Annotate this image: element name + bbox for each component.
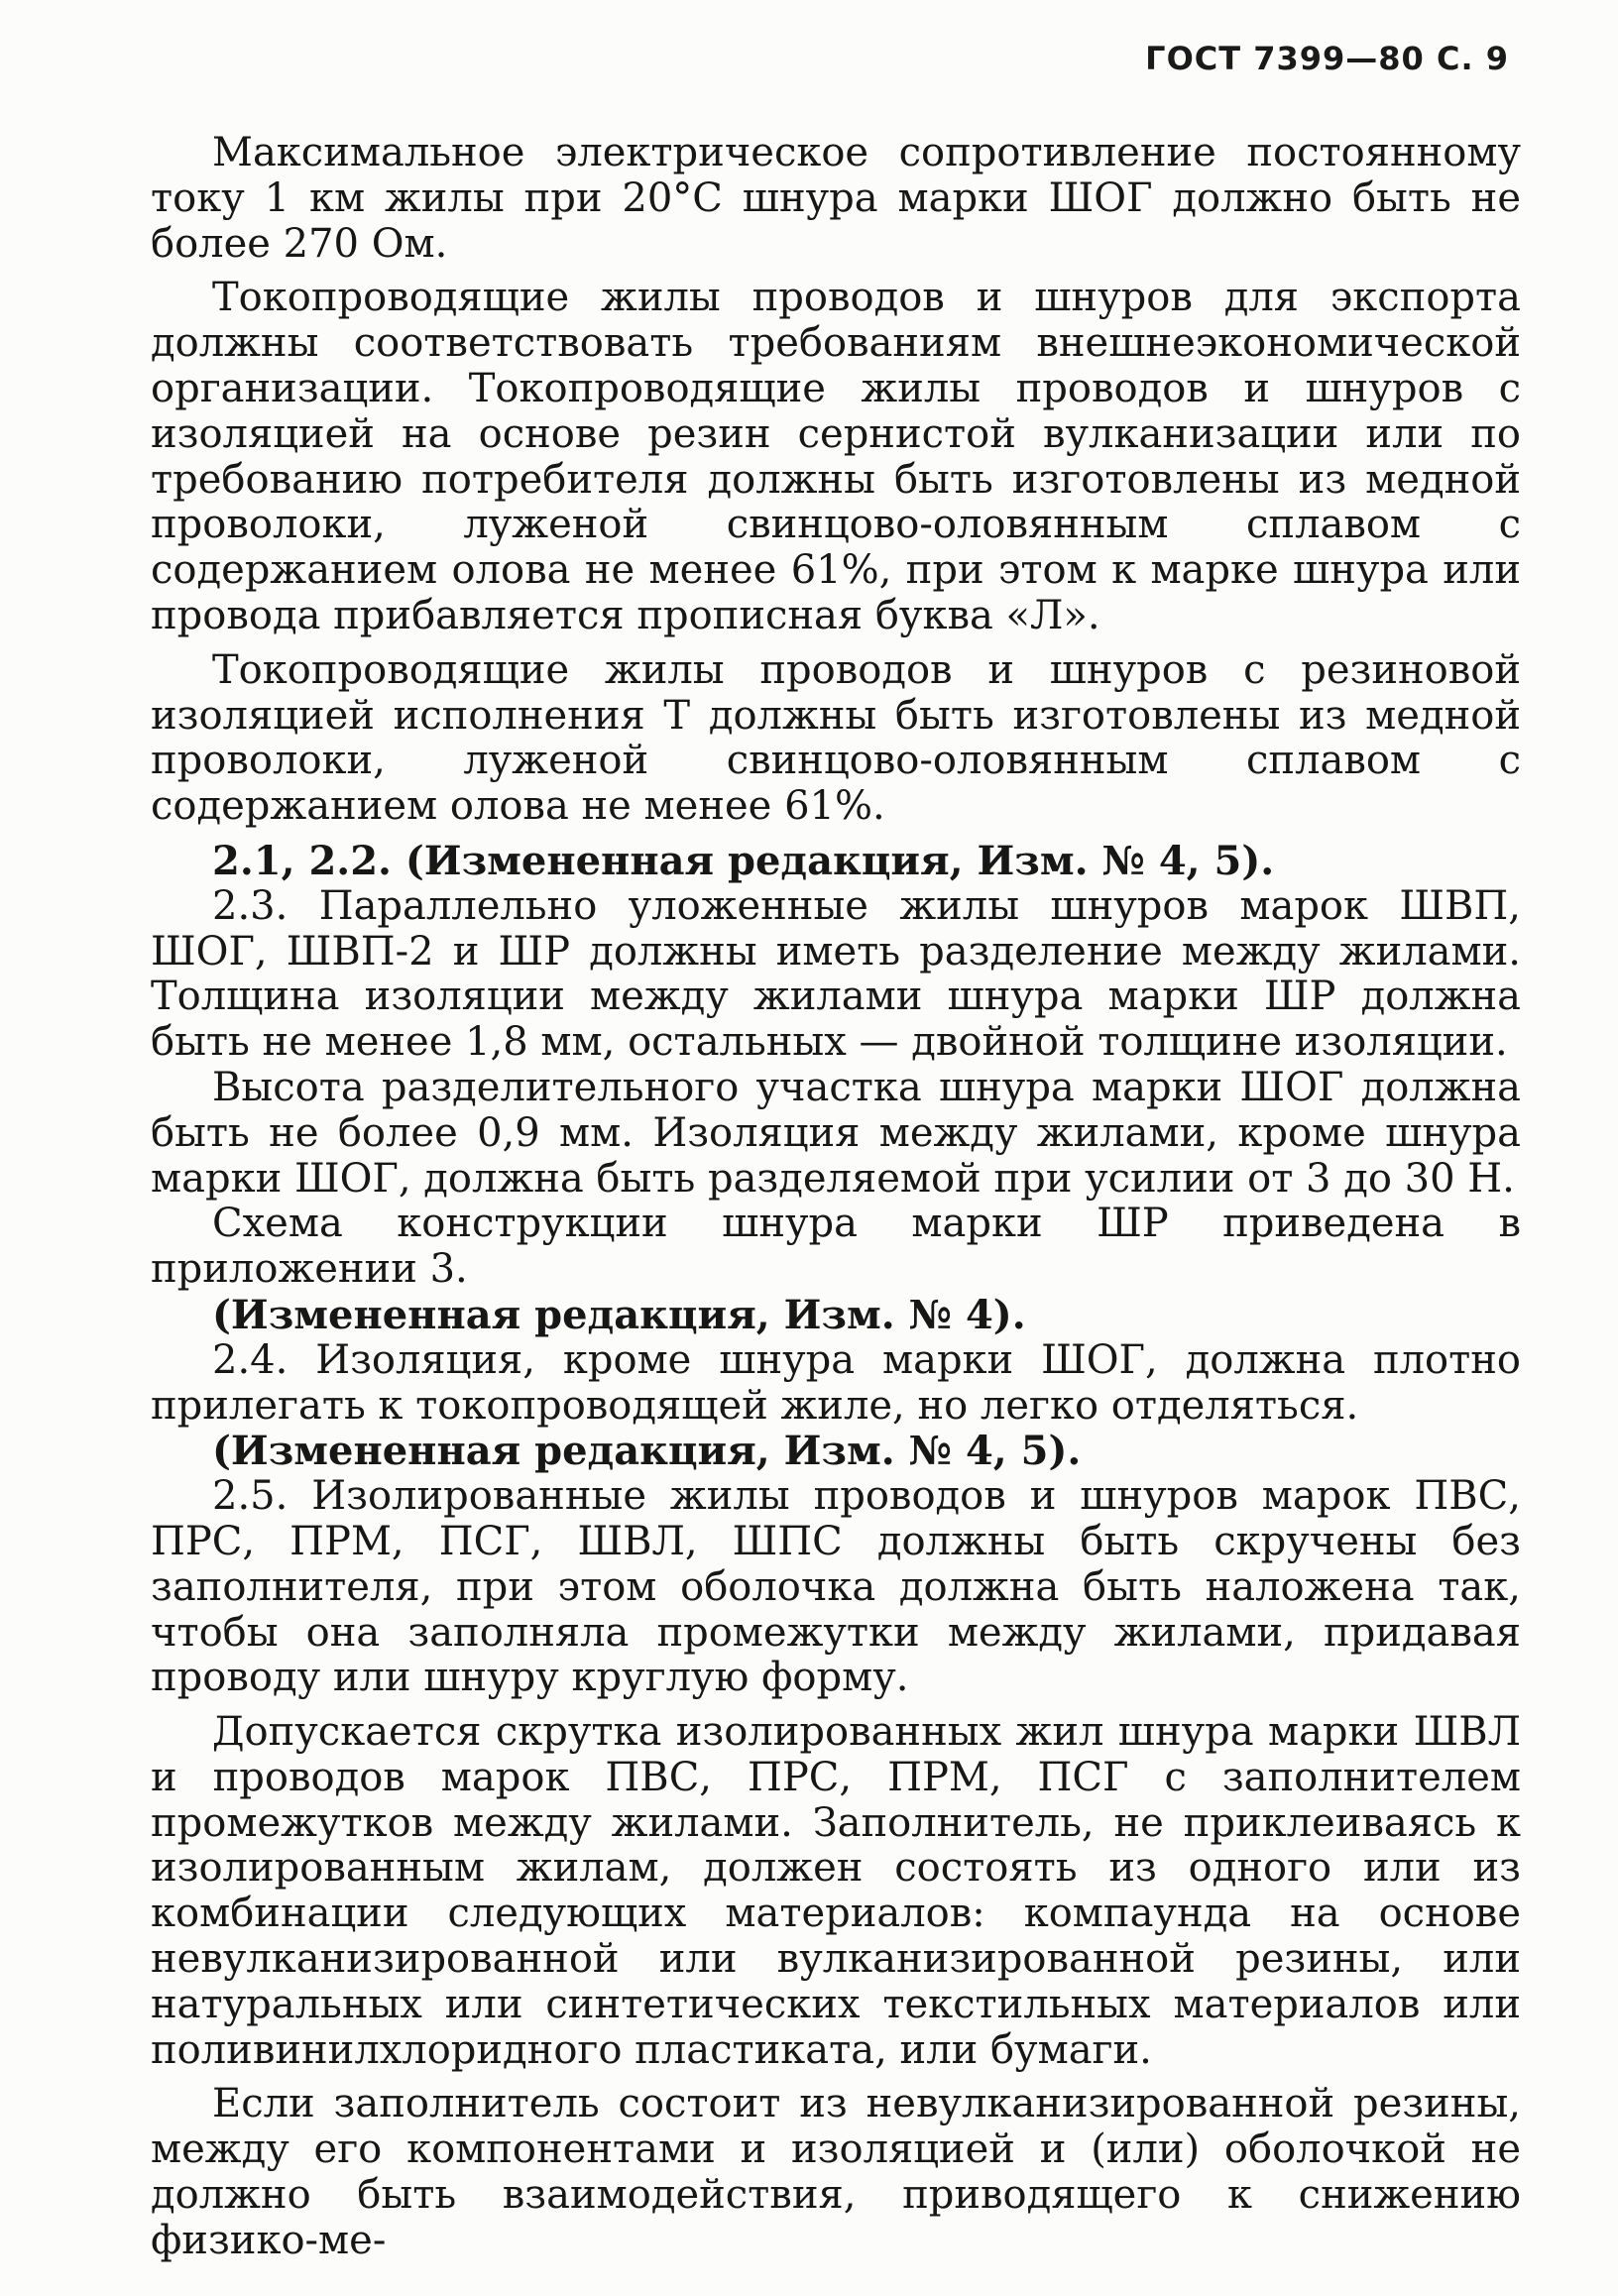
amendment-note: (Измененная редакция, Изм. № 4, 5). xyxy=(212,1428,1082,1475)
paragraph: Высота разделительного участка шнура марки ШОГ должна быть не более 0,9 мм. Изоляция между жилами, кроме шнура марки ШОГ, должна быть разделяемой при усилии от 3 до 30 Н. xyxy=(151,1064,1521,1202)
paragraph: Токопроводящие жилы проводов и шнуров с резиновой изоляцией исполнения Т должны быть изготовлены из медной проволоки, луженой свинцово-оловянным сплавом с содержанием олова не менее 61%. xyxy=(151,646,1521,830)
paragraph: 2.4. Изоляция, кроме шнура марки ШОГ, должна плотно прилегать к токопроводящей жиле, но легко отделяться. xyxy=(151,1336,1521,1429)
paragraph: Токопроводящие жилы проводов и шнуров для экспорта должны соответствовать требованиям внешнеэкономической организации. Токопроводящие жилы проводов и шнуров с изоляцией на основе резин сернистой вулканизации или по требованию потребителя должны быть изготовлены из медной проволоки, луженой свинцово-оловянным сплавом с содержанием олова не менее 61%, при этом к марке шнура или провода прибавляется прописная буква «Л». xyxy=(151,275,1521,638)
paragraph: 2.5. Изолированные жилы проводов и шнуров марок ПВС, ПРС, ПРМ, ПСГ, ШВЛ, ШПС должны быть скручены без заполнителя, при этом оболочка должна быть наложена так, чтобы она заполняла промежутки между жилами, придавая проводу или шнуру круглую форму. xyxy=(151,1473,1521,1701)
paragraph: Допускается скрутка изолированных жил шнура марки ШВЛ и проводов марок ПВС, ПРС, ПРМ, ПСГ с заполнителем промежутков между жилами. Заполнитель, не приклеиваясь к изолированным жилам, должен состоять из одного или из комбинации следующих материалов: компаунда на основе невулканизированной или вулканизированной резины, или натуральных или синтетических текстильных материалов или поливинилхлоридного пластиката, или бумаги. xyxy=(151,1709,1521,2073)
paragraph: 2.3. Параллельно уложенные жилы шнуров марок ШВП, ШОГ, ШВП-2 и ШР должны иметь разделение между жилами. Толщина изоляции между жилами шнура марки ШР должна быть не менее 1,8 мм, остальных — двойной толщине изоляции. xyxy=(151,882,1521,1066)
page-header: ГОСТ 7399—80 С. 9 xyxy=(1145,40,1509,77)
paragraph: Схема конструкции шнура марки ШР приведена в приложении 3. xyxy=(151,1201,1521,1293)
amendment-note: 2.1, 2.2. (Измененная редакция, Изм. № 4, 5). xyxy=(212,837,1275,884)
paragraph: Максимальное электрическое сопротивление постоянному току 1 км жилы при 20°С шнура марки ШОГ должно быть не более 270 Ом. xyxy=(151,130,1521,267)
document-body xyxy=(151,131,1521,2273)
amendment-note: (Измененная редакция, Изм. № 4). xyxy=(212,1291,1026,1338)
paragraph: Если заполнитель состоит из невулканизированной резины, между его компонентами и изоляцией и (или) оболочкой не должно быть взаимодействия, приводящего к снижению физико-ме- xyxy=(151,2081,1521,2263)
